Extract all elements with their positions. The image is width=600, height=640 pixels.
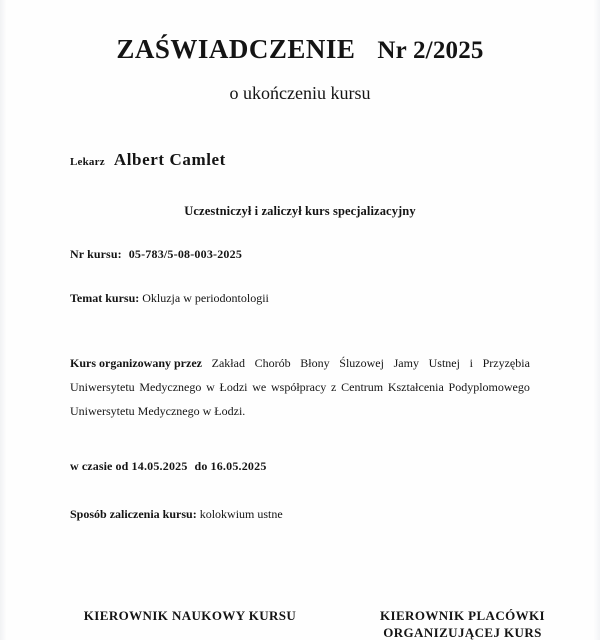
organizer-word: i — [469, 356, 473, 370]
organizer-word: Przyzębia — [482, 356, 530, 370]
course-dates-field — [70, 459, 267, 474]
signature-block-institution-head — [330, 607, 595, 640]
organizer-word: Kształcenia — [387, 380, 444, 394]
organizer-word: współpracy — [270, 380, 327, 394]
organizer-word: Zakład — [211, 356, 245, 370]
course-passing-value: kolokwium ustne — [199, 507, 283, 521]
course-dates-separator: do — [194, 459, 208, 473]
course-dates-label: w czasie od — [70, 459, 129, 473]
course-number-label: Nr kursu: — [70, 247, 122, 261]
organizer-line-1 — [70, 351, 530, 375]
organizer-paragraph — [70, 351, 530, 423]
signature-block-scientific-head — [55, 607, 325, 624]
certificate-subtitle: o ukończeniu kursu — [229, 83, 371, 103]
course-date-from: 14.05.2025 — [131, 459, 188, 473]
organizer-word: Medycznego — [139, 380, 202, 394]
organizer-word: Uniwersytetu — [70, 380, 135, 394]
course-topic-label: Temat kursu: — [70, 291, 140, 305]
course-topic-field — [70, 291, 269, 306]
organizer-label: Kurs organizowany przez — [70, 356, 202, 370]
course-passing-label: Sposób zaliczenia kursu: — [70, 507, 197, 521]
certificate-title: ZAŚWIADCZENIE — [116, 34, 356, 64]
recipient-title-prefix: Lekarz — [70, 156, 105, 168]
organizer-word: z — [331, 380, 337, 394]
course-date-to: 16.05.2025 — [210, 459, 267, 473]
signature-left-line-1: KIEROWNIK NAUKOWY KURSU — [83, 608, 297, 623]
organizer-word: Podyplomowego — [448, 380, 530, 394]
organizer-word: Błony — [300, 356, 330, 370]
organizer-word: Jamy — [393, 356, 419, 370]
course-number-value: 05-783/5-08-003-2025 — [128, 247, 243, 261]
organizer-line-2 — [70, 375, 530, 399]
organizer-word: Łodzi — [219, 380, 248, 394]
course-topic-value: Okluzja w periodontologii — [142, 291, 269, 305]
organizer-line-3: Uniwersytetu Medycznego w Łodzi. — [70, 404, 246, 418]
organizer-word: Śluzowej — [339, 356, 384, 370]
course-number-field — [70, 247, 242, 262]
organizer-word: Chorób — [254, 356, 291, 370]
signature-right-line-2: ORGANIZUJĄCEJ KURS — [383, 625, 542, 640]
signature-right-line-1: KIEROWNIK PLACÓWKI — [379, 608, 546, 623]
participation-statement: Uczestniczył i zaliczył kurs specjalizacyjny — [184, 204, 416, 218]
organizer-word: w — [206, 380, 215, 394]
organizer-word: Centrum — [341, 380, 384, 394]
organizer-word: Ustnej — [428, 356, 460, 370]
recipient-name: Albert Camlet — [113, 150, 226, 169]
recipient-row — [70, 150, 226, 170]
organizer-word: we — [252, 380, 267, 394]
certificate-title-row — [0, 34, 600, 65]
course-passing-field — [70, 507, 283, 522]
certificate-number: Nr 2/2025 — [377, 37, 484, 64]
